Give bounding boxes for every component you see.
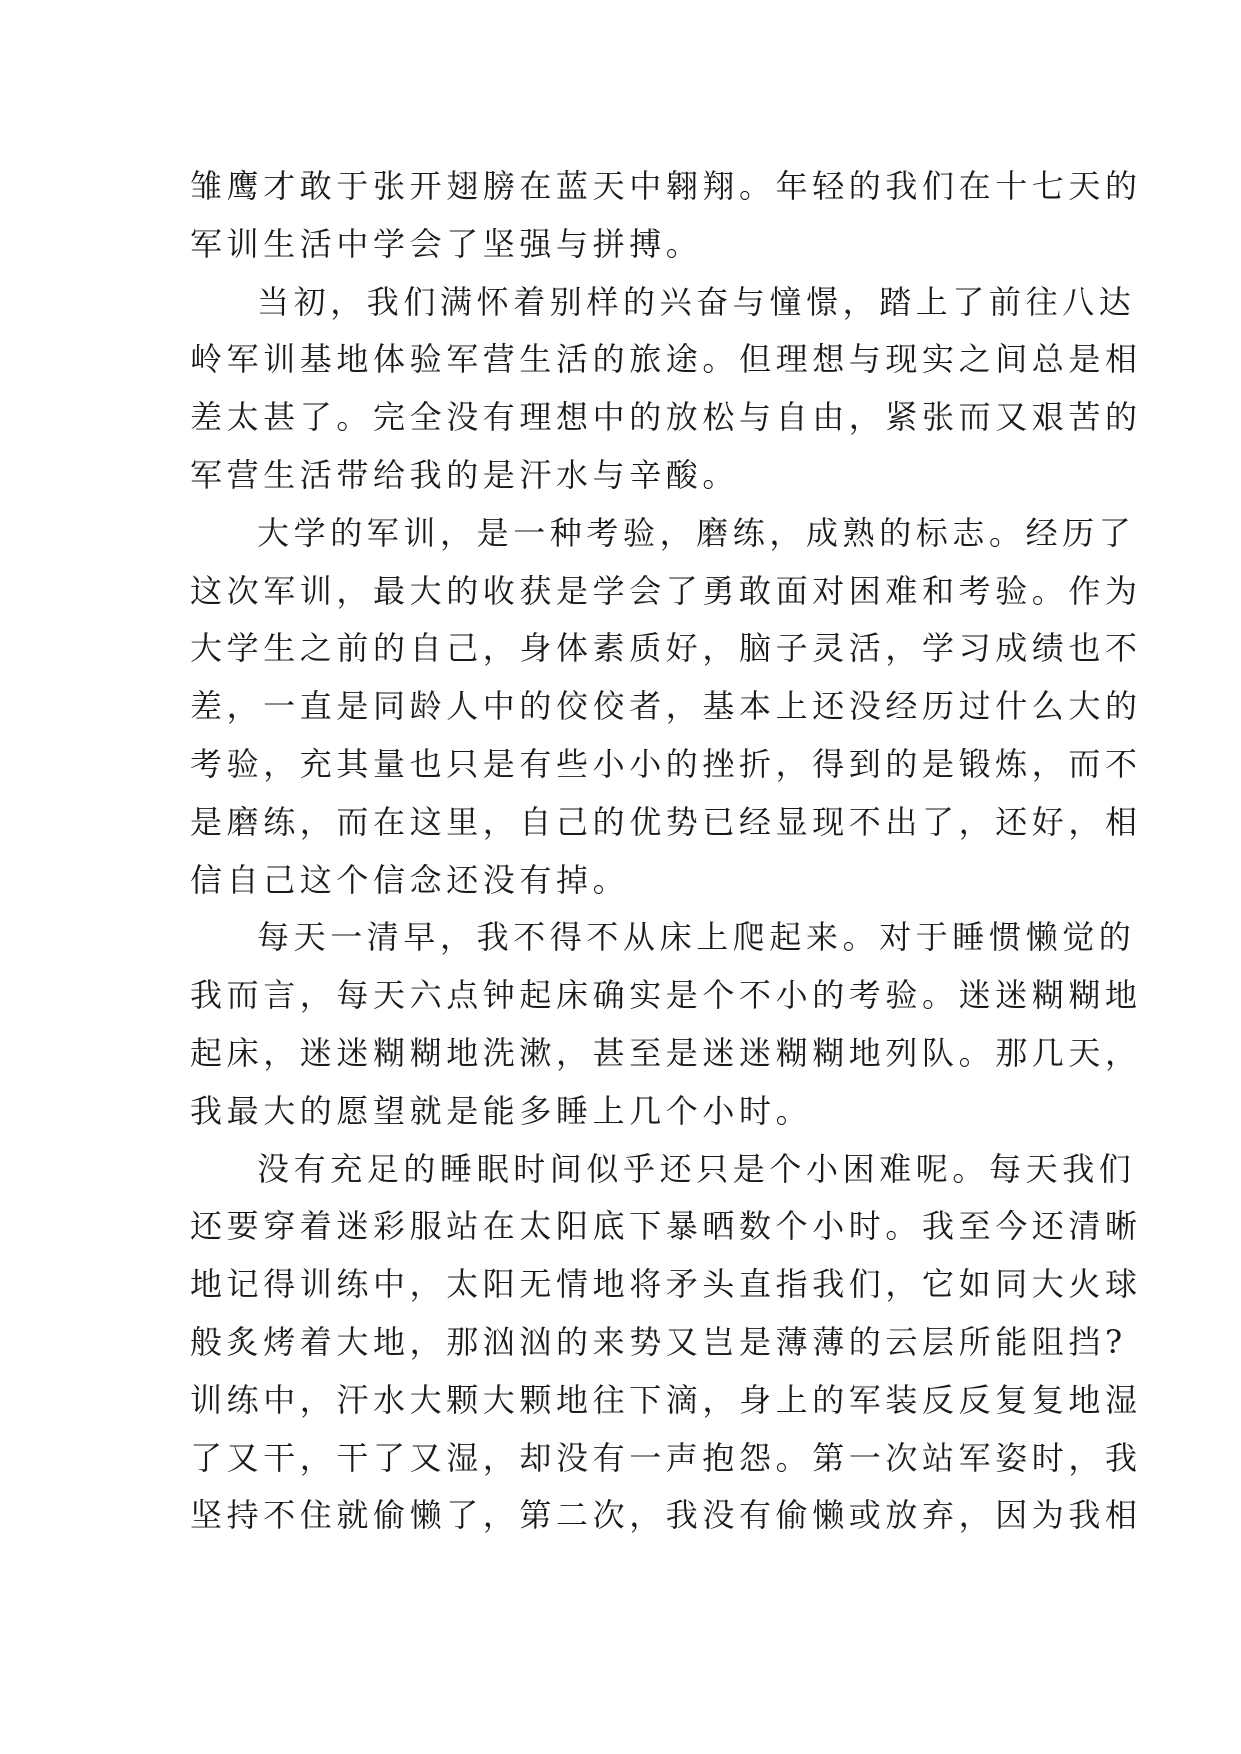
text-line: 我而言，每天六点钟起床确实是个不小的考验。迷迷糊糊地 — [190, 976, 1142, 1015]
paragraph-5 — [190, 1141, 1142, 1546]
text-line: 还要穿着迷彩服站在太阳底下暴晒数个小时。我至今还清晰 — [190, 1207, 1142, 1246]
text-line: 这次军训，最大的收获是学会了勇敢面对困难和考验。作为 — [190, 571, 1142, 610]
text-line: 岭军训基地体验军营生活的旅途。但理想与现实之间总是相 — [190, 340, 1142, 379]
text-line: 般炙烤着大地，那汹汹的来势又岂是薄薄的云层所能阻挡? — [190, 1322, 1127, 1361]
text-line: 差，一直是同龄人中的佼佼者，基本上还没经历过什么大的 — [190, 687, 1142, 726]
text-line: 起床，迷迷糊糊地洗漱，甚至是迷迷糊糊地列队。那几天， — [190, 1033, 1142, 1072]
text-line: 了又干，干了又湿，却没有一声抱怨。第一次站军姿时，我 — [190, 1438, 1142, 1477]
text-line: 大学生之前的自己，身体素质好，脑子灵活，学习成绩也不 — [190, 629, 1142, 668]
paragraph-4 — [190, 909, 1142, 1140]
text-line: 信自己这个信念还没有掉。 — [190, 860, 630, 899]
paragraph-1 — [190, 158, 1142, 274]
text-line: 是磨练，而在这里，自己的优势已经显现不出了，还好，相 — [190, 802, 1142, 841]
text-line: 大学的军训，是一种考验，磨练，成熟的标志。经历了 — [257, 513, 1136, 552]
text-line: 考验，充其量也只是有些小小的挫折，得到的是锻炼，而不 — [190, 744, 1142, 783]
text-line: 军营生活带给我的是汗水与辛酸。 — [190, 455, 740, 494]
text-line: 差太甚了。完全没有理想中的放松与自由，紧张而又艰苦的 — [190, 398, 1142, 437]
text-line: 每天一清早，我不得不从床上爬起来。对于睡惯懒觉的 — [257, 918, 1136, 957]
paragraph-2 — [190, 274, 1142, 505]
text-line: 地记得训练中，太阳无情地将矛头直指我们，它如同大火球 — [190, 1265, 1142, 1304]
text-line: 没有充足的睡眠时间似乎还只是个小困难呢。每天我们 — [257, 1149, 1136, 1188]
text-line: 坚持不住就偷懒了，第二次，我没有偷懒或放弃，因为我相 — [190, 1496, 1142, 1535]
text-line: 当初，我们满怀着别样的兴奋与憧憬，踏上了前往八达 — [257, 282, 1136, 321]
text-line: 我最大的愿望就是能多睡上几个小时。 — [190, 1091, 813, 1130]
text-line: 军训生活中学会了坚强与拼搏。 — [190, 224, 703, 263]
text-line: 雏鹰才敢于张开翅膀在蓝天中翱翔。年轻的我们在十七天的 — [190, 167, 1142, 205]
document-body — [190, 158, 1142, 1545]
paragraph-3 — [190, 505, 1142, 910]
text-line: 训练中，汗水大颗大颗地往下滴，身上的军装反反复复地湿 — [190, 1380, 1142, 1419]
